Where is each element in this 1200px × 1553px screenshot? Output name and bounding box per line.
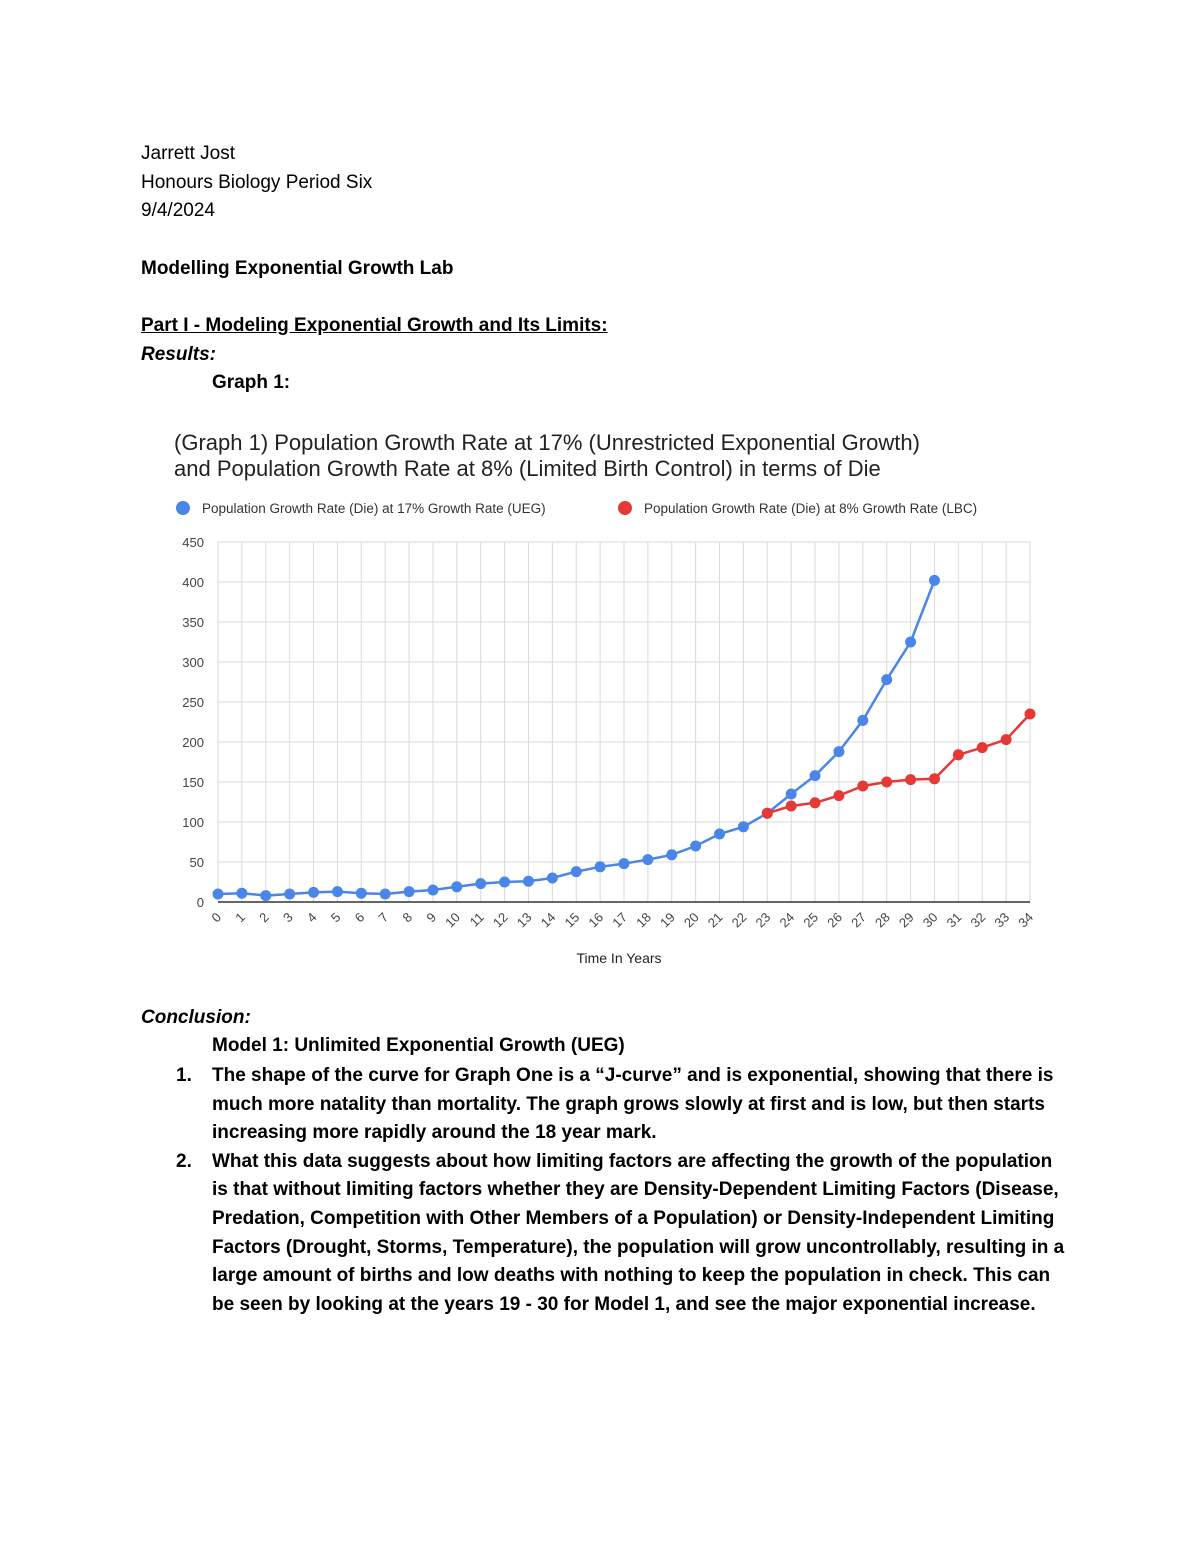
data-point bbox=[380, 889, 391, 900]
data-point bbox=[1025, 709, 1036, 720]
chart-title bbox=[174, 430, 920, 481]
legend-marker bbox=[618, 501, 632, 515]
legend-marker bbox=[176, 501, 190, 515]
x-tick-label: 19 bbox=[657, 909, 678, 931]
legend-label: Population Growth Rate (Die) at 17% Growth Rate (UEG) bbox=[202, 501, 546, 516]
x-tick-label: 24 bbox=[776, 909, 798, 931]
results-label: Results: bbox=[141, 344, 216, 365]
list-item bbox=[141, 1148, 1071, 1320]
x-tick-label: 31 bbox=[943, 909, 965, 931]
data-point bbox=[714, 829, 725, 840]
x-tick-label: 9 bbox=[423, 909, 440, 926]
data-point bbox=[881, 674, 892, 685]
model-heading: Model 1: Unlimited Exponential Growth (UEG) bbox=[212, 1035, 625, 1056]
chart-grid bbox=[218, 542, 1030, 902]
y-tick-label: 0 bbox=[196, 895, 204, 910]
population-growth-chart bbox=[150, 420, 1050, 980]
x-tick-label: 33 bbox=[991, 909, 1013, 931]
x-axis-label: Time In Years bbox=[576, 950, 662, 966]
x-tick-label: 7 bbox=[375, 909, 392, 926]
data-point bbox=[1001, 734, 1012, 745]
x-tick-label: 30 bbox=[919, 909, 941, 931]
x-tick-label: 3 bbox=[280, 909, 296, 926]
data-point bbox=[332, 886, 343, 897]
legend-label: Population Growth Rate (Die) at 8% Growth Rate (LBC) bbox=[644, 501, 978, 516]
x-tick-label: 26 bbox=[824, 909, 846, 931]
x-tick-label: 29 bbox=[895, 909, 917, 931]
part-heading: Part I - Modeling Exponential Growth and Its Limits: bbox=[141, 315, 608, 336]
data-point bbox=[905, 774, 916, 785]
x-tick-label: 20 bbox=[680, 909, 702, 931]
y-tick-label: 150 bbox=[182, 775, 204, 790]
data-point bbox=[786, 801, 797, 812]
data-point bbox=[260, 890, 271, 901]
graph-label: Graph 1: bbox=[212, 372, 291, 393]
x-tick-label: 12 bbox=[489, 909, 511, 931]
x-tick-label: 11 bbox=[466, 909, 487, 930]
x-tick-label: 17 bbox=[609, 909, 631, 931]
x-tick-label: 32 bbox=[967, 909, 989, 931]
conclusion-list bbox=[141, 1062, 1071, 1319]
data-point bbox=[905, 637, 916, 648]
data-point bbox=[690, 841, 701, 852]
data-point bbox=[523, 876, 534, 887]
y-tick-label: 200 bbox=[182, 735, 204, 750]
data-point bbox=[308, 887, 319, 898]
x-tick-label: 8 bbox=[399, 909, 416, 926]
x-tick-label: 0 bbox=[208, 909, 225, 926]
data-point bbox=[213, 889, 224, 900]
data-point bbox=[356, 888, 367, 899]
data-point bbox=[595, 861, 606, 872]
chart-title-line: (Graph 1) Population Growth Rate at 17% (Unrestricted Exponential Growth) bbox=[174, 430, 920, 455]
data-point bbox=[236, 888, 247, 899]
list-item-number: 2. bbox=[176, 1150, 192, 1172]
list-item-number: 1. bbox=[176, 1065, 192, 1086]
y-tick-label: 350 bbox=[182, 615, 204, 630]
document-date: 9/4/2024 bbox=[141, 200, 215, 221]
data-point bbox=[404, 886, 415, 897]
list-item-text: What this data suggests about how limiting factors are affecting the growth of the population is that without limiting factors whether they are Density-Dependent Limiting Factors (Disease, Predation, Competition with Other Members of a Population) or Density-Independent Limiting Factors (Drought, Storms, Temperature), the population will grow uncontrollably, resulting in a large amount of births and low deaths with nothing to keep the population in check. This can be seen by looking at the years 19 - 30 for Model 1, and see the major exponential increase. bbox=[212, 1150, 1065, 1315]
data-point bbox=[929, 575, 940, 586]
x-tick-label: 14 bbox=[537, 909, 559, 931]
data-point bbox=[547, 873, 558, 884]
x-tick-label: 5 bbox=[327, 909, 344, 926]
data-point bbox=[762, 808, 773, 819]
conclusion-label: Conclusion: bbox=[141, 1007, 251, 1028]
chart-title-line: and Population Growth Rate at 8% (Limited Birth Control) in terms of Die bbox=[174, 456, 881, 481]
x-tick-label: 15 bbox=[561, 909, 583, 931]
x-tick-label: 23 bbox=[752, 909, 774, 931]
y-tick-label: 450 bbox=[182, 535, 204, 550]
x-tick-label: 21 bbox=[704, 909, 726, 931]
x-tick-label: 25 bbox=[800, 909, 822, 931]
data-point bbox=[571, 866, 582, 877]
data-point bbox=[833, 746, 844, 757]
x-tick-label: 10 bbox=[442, 909, 463, 931]
chart-axes bbox=[182, 535, 1036, 930]
x-tick-label: 13 bbox=[513, 909, 535, 931]
y-tick-label: 400 bbox=[182, 575, 204, 590]
list-item-text: The shape of the curve for Graph One is a “J-curve” and is exponential, showing that there is much more natality than mortality. The graph grows slowly at first and is low, but then starts increasing more rapidly around the 18 year mark. bbox=[212, 1065, 1054, 1144]
x-tick-label: 22 bbox=[728, 909, 750, 931]
data-point bbox=[475, 878, 486, 889]
x-tick-label: 1 bbox=[232, 909, 249, 926]
x-tick-label: 2 bbox=[256, 909, 272, 926]
list-item bbox=[141, 1062, 1071, 1148]
y-tick-label: 50 bbox=[189, 855, 204, 870]
data-point bbox=[284, 889, 295, 900]
y-tick-label: 300 bbox=[182, 655, 204, 670]
data-point bbox=[786, 789, 797, 800]
document-title: Modelling Exponential Growth Lab bbox=[141, 258, 454, 279]
y-tick-label: 250 bbox=[182, 695, 204, 710]
data-point bbox=[810, 797, 821, 808]
author-name: Jarrett Jost bbox=[141, 143, 235, 164]
series-line bbox=[767, 714, 1030, 813]
data-point bbox=[642, 854, 653, 865]
data-point bbox=[881, 777, 892, 788]
chart-legend bbox=[176, 501, 977, 516]
x-tick-label: 16 bbox=[585, 909, 607, 931]
data-point bbox=[666, 849, 677, 860]
data-point bbox=[619, 858, 630, 869]
data-point bbox=[499, 877, 510, 888]
x-tick-label: 28 bbox=[871, 909, 893, 931]
data-point bbox=[738, 821, 749, 832]
course-name: Honours Biology Period Six bbox=[141, 172, 373, 193]
data-point bbox=[857, 781, 868, 792]
x-tick-label: 4 bbox=[303, 909, 320, 926]
data-point bbox=[977, 742, 988, 753]
data-point bbox=[427, 885, 438, 896]
x-tick-label: 18 bbox=[633, 909, 655, 931]
y-tick-label: 100 bbox=[182, 815, 204, 830]
data-point bbox=[810, 770, 821, 781]
data-point bbox=[929, 773, 940, 784]
data-point bbox=[857, 715, 868, 726]
x-tick-label: 27 bbox=[848, 909, 869, 931]
data-point bbox=[451, 881, 462, 892]
x-tick-label: 34 bbox=[1015, 909, 1037, 931]
x-tick-label: 6 bbox=[351, 909, 368, 926]
data-point bbox=[833, 790, 844, 801]
data-point bbox=[953, 749, 964, 760]
